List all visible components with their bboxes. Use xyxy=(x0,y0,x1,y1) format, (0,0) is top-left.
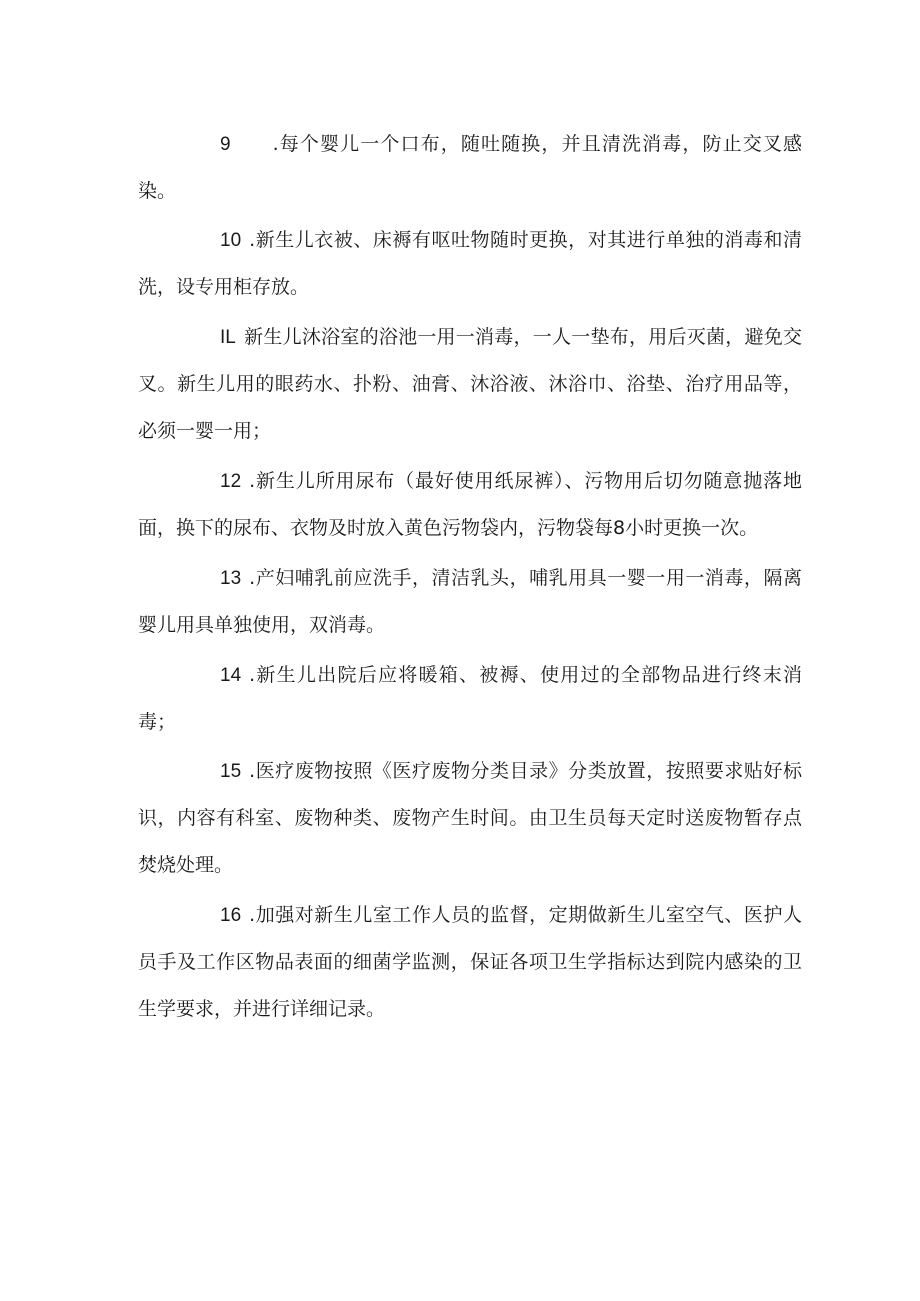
item-text: .新生儿所用尿布（最好使用纸尿裤）、污物用后切勿随意抛落地面，换下的尿布、衣物及时放入黄色污物袋内，污物袋每8小时更换一次。 xyxy=(138,470,802,539)
item-number: 16 xyxy=(220,905,242,926)
item-number: 15 xyxy=(220,761,242,782)
item-number: 13 xyxy=(220,568,242,589)
list-item-16 xyxy=(138,892,802,1033)
list-item-15 xyxy=(138,748,802,889)
item-text: .医疗废物按照《医疗废物分类目录》分类放置，按照要求贴好标识，内容有科室、废物种类、废物产生时间。由卫生员每天定时送废物暂存点焚烧处理。 xyxy=(138,760,802,876)
item-number: IL xyxy=(220,327,236,348)
item-number: 14 xyxy=(220,665,242,686)
item-text: .新生儿衣被、床褥有呕吐物随时更换，对其进行单独的消毒和清洗，设专用柜存放。 xyxy=(138,229,802,298)
item-text: .加强对新生儿室工作人员的监督，定期做新生儿室空气、医护人员手及工作区物品表面的细菌学监测，保证各项卫生学指标达到院内感染的卫生学要求，并进行详细记录。 xyxy=(138,904,802,1020)
list-item-9 xyxy=(138,121,802,215)
list-item-13 xyxy=(138,555,802,649)
list-item-11 xyxy=(138,314,802,455)
item-text: 新生儿沐浴室的浴池一用一消毒，一人一垫布，用后灭菌，避免交叉。新生儿用的眼药水、扑粉、油膏、沐浴液、沐浴巾、浴垫、治疗用品等，必须一婴一用； xyxy=(138,326,802,442)
item-text: .产妇哺乳前应洗手，清洁乳头，哺乳用具一婴一用一消毒，隔离婴儿用具单独使用，双消毒。 xyxy=(138,567,802,636)
document-body xyxy=(138,121,802,1033)
item-text: .每个婴儿一个口布，随吐随换，并且清洗消毒，防止交叉感染。 xyxy=(138,133,802,202)
item-number: 10 xyxy=(220,230,242,251)
item-number: 12 xyxy=(220,471,242,492)
list-item-10 xyxy=(138,217,802,311)
list-item-14 xyxy=(138,652,802,746)
item-number: 9 xyxy=(220,134,231,155)
list-item-12 xyxy=(138,458,802,552)
item-text: .新生儿出院后应将暖箱、被褥、使用过的全部物品进行终末消毒； xyxy=(138,664,802,733)
